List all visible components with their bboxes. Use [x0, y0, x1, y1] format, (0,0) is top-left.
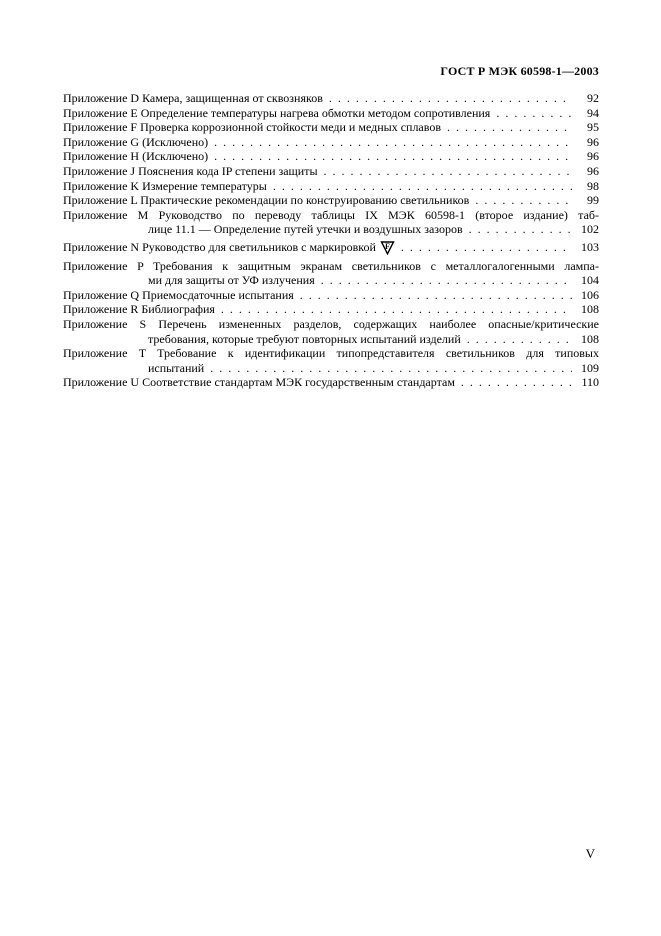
toc-entry — [63, 106, 599, 121]
dot-leader — [300, 288, 572, 303]
toc-entry — [63, 179, 599, 194]
toc-entry — [63, 346, 599, 375]
toc-entry-label: Приложение K Измерение температуры — [63, 178, 267, 193]
toc-entry-label: Приложение N Руководство для светильников с маркировкой — [63, 239, 376, 254]
toc-entry — [63, 208, 599, 237]
toc-entry-page: 96 — [587, 163, 599, 178]
toc-entry-page: 110 — [581, 375, 599, 390]
dot-leader — [210, 361, 572, 376]
toc-entry-label: Приложение U Соответствие стандартам МЭК государственным стандартам — [63, 375, 455, 390]
toc-entry — [63, 149, 599, 164]
toc-entry — [63, 317, 599, 346]
toc-entry — [63, 91, 599, 106]
dot-leader — [214, 135, 572, 150]
toc-entry — [63, 302, 599, 317]
toc-entry-page: 99 — [587, 193, 599, 208]
dot-leader — [496, 106, 572, 121]
dot-leader — [447, 120, 572, 135]
toc-entry-line1: Приложение P Требования к защитным экранам светильников с металлогалогенными лампа- — [63, 258, 599, 273]
toc-entry-line2: испытаний — [148, 360, 205, 375]
toc-entry — [63, 288, 599, 303]
toc-entry — [63, 259, 599, 288]
dot-leader — [214, 149, 572, 164]
toc-entry — [63, 193, 599, 208]
toc-entry-label: Приложение D Камера, защищенная от сквозняков — [63, 91, 323, 105]
toc-entry-page: 94 — [587, 105, 599, 120]
dot-leader — [324, 164, 572, 179]
toc-entry-label: Приложение Q Приемосдаточные испытания — [63, 287, 294, 302]
dot-leader — [467, 332, 572, 347]
toc-entry-page: 103 — [581, 239, 599, 254]
toc-entry-label: Приложение F Проверка коррозионной стойкости меди и медных сплавов — [63, 120, 442, 135]
toc-entry-page: 92 — [587, 91, 599, 105]
toc-entry-label: Приложение R Библиография — [63, 302, 215, 317]
toc-entry-page: 102 — [581, 222, 599, 237]
toc-entry-page: 96 — [587, 149, 599, 164]
toc-entry — [63, 240, 599, 255]
toc-entry-label: Приложение G (Исключено) — [63, 134, 209, 149]
toc-entry-label: Приложение H (Исключено) — [63, 149, 209, 164]
dot-leader — [221, 302, 572, 317]
toc-entry — [63, 135, 599, 150]
f-mark-icon — [380, 241, 395, 255]
dot-leader — [329, 91, 572, 106]
toc-entry-line1: Приложение S Перечень измененных разделов, содержащих наиболее опасные/критические — [63, 316, 599, 331]
toc-entry-page: 104 — [581, 273, 599, 288]
toc-entry-page: 109 — [581, 360, 599, 375]
dot-leader — [273, 179, 572, 194]
dot-leader — [475, 193, 572, 208]
toc-entry-label: Приложение L Практические рекомендации по конструированию светильников — [63, 193, 470, 208]
toc-entry — [63, 164, 599, 179]
dot-leader — [469, 222, 572, 237]
toc-entry-label: Приложение E Определение температуры нагрева обмотки методом сопротивления — [63, 105, 491, 120]
toc-entry-line2: лице 11.1 — Определение путей утечки и воздушных зазоров — [148, 222, 463, 237]
dot-leader — [321, 273, 572, 288]
table-of-contents — [63, 91, 599, 390]
toc-entry-page: 98 — [587, 178, 599, 193]
toc-entry-page: 95 — [587, 120, 599, 135]
dot-leader — [401, 240, 572, 255]
toc-entry-page: 106 — [581, 287, 599, 302]
toc-entry-line2: требования, которые требуют повторных испытаний изделий — [148, 331, 461, 346]
standard-code-header: ГОСТ Р МЭК 60598-1—2003 — [440, 64, 599, 78]
toc-entry-label: Приложение J Пояснения кода IP степени защиты — [63, 163, 318, 178]
toc-entry-page: 108 — [581, 331, 599, 346]
svg-text:F: F — [384, 242, 390, 252]
toc-entry — [63, 375, 599, 390]
toc-entry-line1: Приложение M Руководство по переводу таблицы IX МЭК 60598-1 (второе издание) таб- — [63, 207, 599, 222]
toc-entry — [63, 120, 599, 135]
toc-entry-line2: ми для защиты от УФ излучения — [148, 273, 315, 288]
dot-leader — [461, 375, 572, 390]
toc-entry-page: 96 — [587, 134, 599, 149]
toc-entry-line1: Приложение T Требование к идентификации типопредставителя светильников для типовых — [63, 346, 599, 361]
page-number: V — [585, 846, 595, 861]
toc-entry-page: 108 — [581, 302, 599, 317]
